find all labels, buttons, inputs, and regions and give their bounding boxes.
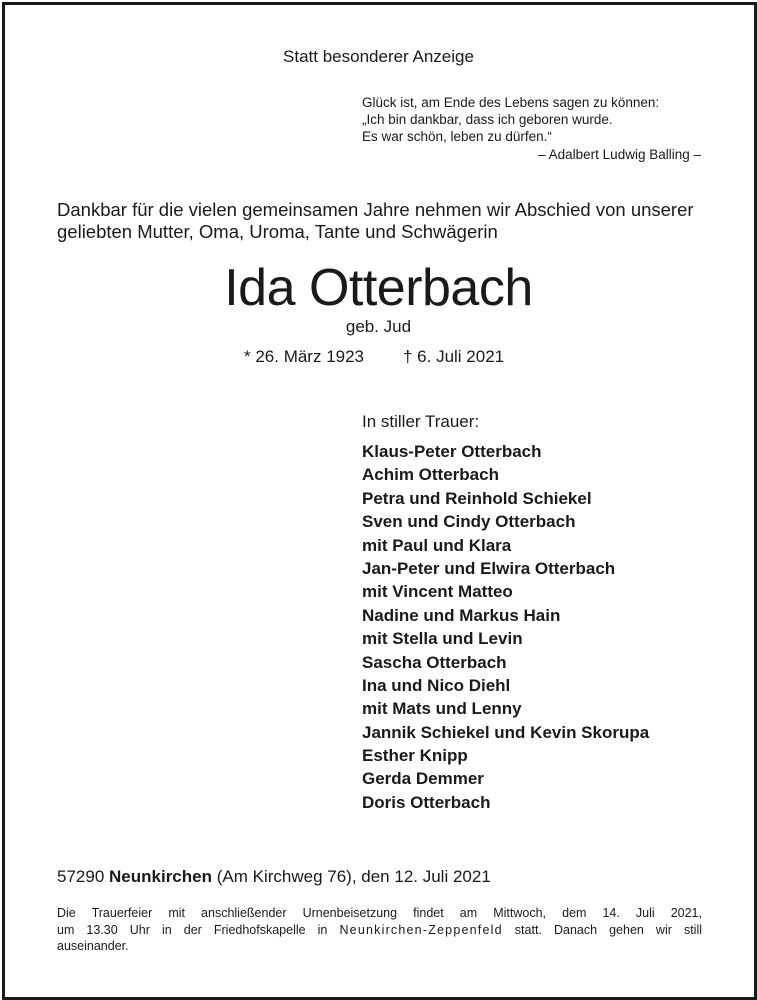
mourner-entry: Jan-Peter und Elwira Otterbach <box>362 558 616 578</box>
mourner-entry: Achim Otterbach <box>362 465 499 485</box>
mourner-entry: Jannik Schiekel und Kevin Skorupa <box>362 722 650 742</box>
mourners-list <box>362 441 649 815</box>
header-notice: Statt besonderer Anzeige <box>283 47 474 66</box>
mourner-entry: mit Paul und Klara <box>362 535 512 555</box>
address-and-date: (Am Kirchweg 76), den 12. Juli 2021 <box>216 867 491 886</box>
ceremony-line <box>57 922 702 939</box>
mourner-entry: Nadine und Markus Hain <box>362 605 561 625</box>
quote-block <box>362 94 659 145</box>
mourner-entry: mit Mats und Lenny <box>362 699 522 719</box>
quote-author: – Adalbert Ludwig Balling – <box>538 147 701 162</box>
mourner-entry: Sven und Cindy Otterbach <box>362 512 576 532</box>
mourner-entry: Sascha Otterbach <box>362 652 507 672</box>
intro-text <box>57 199 694 243</box>
mourner-entry: Gerda Demmer <box>362 769 484 789</box>
mourner-entry: mit Vincent Matteo <box>362 582 513 602</box>
mourner-entry: Doris Otterbach <box>362 792 491 812</box>
birth-date: * 26. März 1923 <box>244 347 365 366</box>
mourner-entry: Esther Knipp <box>362 746 468 766</box>
death-date: † 6. Juli 2021 <box>403 347 505 366</box>
mourner-entry: Klaus-Peter Otterbach <box>362 442 542 461</box>
ceremony-line: auseinander. <box>57 939 129 953</box>
city-name: Neunkirchen <box>109 867 212 886</box>
ceremony-location: Neunkirchen-Zeppenfeld <box>339 922 503 937</box>
ceremony-notice <box>57 905 702 955</box>
ceremony-line: Die Trauerfeier mit anschließender Urnenbeisetzung findet am Mittwoch, dem 14. Juli 2021, <box>57 906 702 920</box>
ceremony-line-text: statt. Danach gehen wir still <box>502 922 703 937</box>
mourner-entry: Ina und Nico Diehl <box>362 675 511 695</box>
intro-line: Dankbar für die vielen gemeinsamen Jahre nehmen wir Abschied von unserer <box>57 199 694 220</box>
place-and-date <box>57 867 491 887</box>
deceased-name: Ida Otterbach <box>224 259 533 317</box>
mourning-heading: In stiller Trauer: <box>362 412 480 431</box>
quote-line: Glück ist, am Ende des Lebens sagen zu können: <box>362 95 660 110</box>
mourner-entry: Petra und Reinhold Schiekel <box>362 488 592 508</box>
quote-line: Es war schön, leben zu dürfen.“ <box>362 129 552 144</box>
maiden-name: geb. Jud <box>345 317 412 336</box>
intro-line: geliebten Mutter, Oma, Uroma, Tante und Schwägerin <box>57 221 498 242</box>
postal-code: 57290 <box>57 867 105 886</box>
ceremony-line-text: um 13.30 Uhr in der Friedhofskapelle in <box>57 922 340 937</box>
mourner-entry: mit Stella und Levin <box>362 629 523 649</box>
quote-line: „Ich bin dankbar, dass ich geboren wurde. <box>362 112 613 127</box>
